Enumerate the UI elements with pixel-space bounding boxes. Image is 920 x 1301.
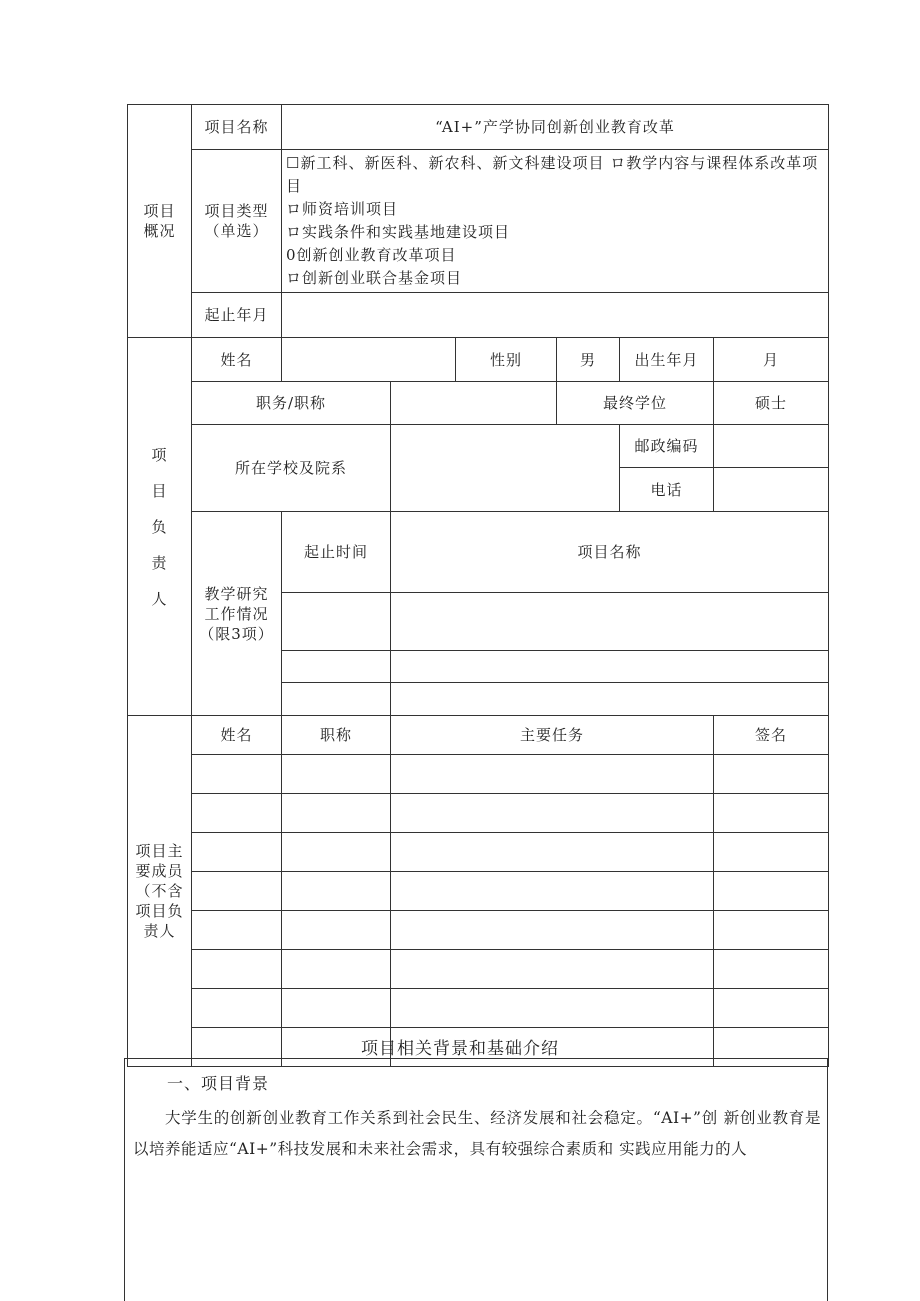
research-header-name: 项目名称 <box>391 512 829 593</box>
leader-name-label: 姓名 <box>192 338 282 382</box>
title-value[interactable] <box>391 382 557 425</box>
type-option[interactable]: ロ实践条件和实践基地建设项目 <box>286 223 511 241</box>
project-type-options <box>282 150 829 293</box>
research-label: 教学研究工作情况（限3项） <box>192 512 282 716</box>
gender-label: 性别 <box>456 338 557 382</box>
member-row <box>128 989 829 1028</box>
postcode-value[interactable] <box>714 425 829 468</box>
research-header-period: 起止时间 <box>282 512 391 593</box>
member-row <box>128 911 829 950</box>
period-label: 起止年月 <box>192 293 282 338</box>
school-value[interactable] <box>391 425 620 512</box>
member-header-task: 主要任务 <box>391 716 714 755</box>
type-option[interactable]: ロ创新创业联合基金项目 <box>286 269 463 287</box>
degree-label: 最终学位 <box>557 382 714 425</box>
project-name-label: 项目名称 <box>192 105 282 150</box>
member-header-name: 姓名 <box>192 716 282 755</box>
leader-name-value[interactable] <box>282 338 456 382</box>
period-value[interactable] <box>282 293 829 338</box>
member-row <box>128 950 829 989</box>
member-header-title: 职称 <box>282 716 391 755</box>
member-row <box>128 833 829 872</box>
type-option[interactable]: 0创新创业教育改革项目 <box>286 246 457 264</box>
background-paragraph: 大学生的创新创业教育工作关系到社会民生、经济发展和社会稳定。“AI+”创 新创业教育是以培养能适应“AI+”科技发展和未来社会需求，具有较强综合素质和 实践应用能力的人 <box>133 1109 821 1158</box>
phone-value[interactable] <box>714 468 829 512</box>
postcode-label: 邮政编码 <box>620 425 714 468</box>
birth-value: 月 <box>714 338 829 382</box>
application-form <box>127 104 828 1067</box>
degree-value: 硕士 <box>714 382 829 425</box>
title-label: 职务/职称 <box>192 382 391 425</box>
member-row <box>128 872 829 911</box>
form-table <box>127 104 829 1067</box>
member-header-signature: 签名 <box>714 716 829 755</box>
phone-label: 电话 <box>620 468 714 512</box>
member-row <box>128 794 829 833</box>
leader-section-label: 项目负责人 <box>128 338 192 716</box>
type-option[interactable]: ロ师资培训项目 <box>286 200 399 218</box>
project-type-label: 项目类型（单选） <box>192 150 282 293</box>
members-section-label: 项目主要成员（不含项目负责人 <box>128 716 192 1067</box>
member-row <box>128 755 829 794</box>
overview-section-label: 项目概况 <box>128 105 192 338</box>
background-box <box>124 1058 828 1301</box>
type-option[interactable]: ☐新工科、新医科、新农科、新文科建设项目 ロ教学内容与课程体系改革项目 <box>286 154 819 195</box>
school-label: 所在学校及院系 <box>192 425 391 512</box>
background-caption: 项目相关背景和基础介绍 <box>361 1039 559 1059</box>
background-heading: 一、项目背景 <box>167 1074 270 1093</box>
gender-value: 男 <box>557 338 620 382</box>
project-name-value: “AI+”产学协同创新创业教育改革 <box>282 105 829 150</box>
birth-label: 出生年月 <box>620 338 714 382</box>
